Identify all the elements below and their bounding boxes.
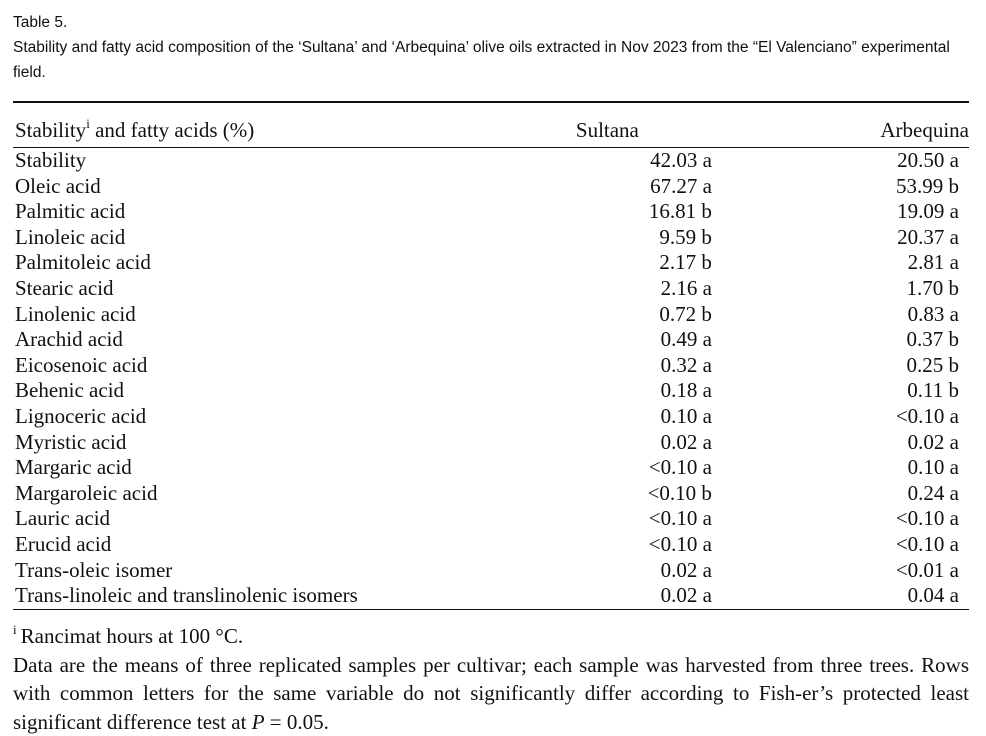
row-label: Palmitoleic acid — [13, 250, 530, 276]
table-row — [13, 327, 969, 353]
arbequina-value: 20.50 a — [776, 148, 969, 174]
table-row — [13, 506, 969, 532]
arbequina-value: 0.02 a — [776, 430, 969, 456]
sultana-value: <0.10 a — [649, 455, 712, 481]
sultana-value: 0.32 a — [661, 353, 712, 379]
arbequina-value: 0.83 a — [776, 302, 969, 328]
sultana-cell — [530, 302, 776, 328]
arbequina-value: <0.10 a — [776, 532, 969, 558]
sultana-cell — [530, 276, 776, 302]
table-row — [13, 378, 969, 404]
sultana-cell — [530, 148, 776, 174]
sultana-cell — [530, 225, 776, 251]
row-label: Linoleic acid — [13, 225, 530, 251]
header-stability-fatty-acids: Stability$^i$ and fatty acids (%) — [13, 103, 530, 147]
table-row — [13, 276, 969, 302]
arbequina-value: 53.99 b — [776, 174, 969, 200]
sultana-value: 9.59 b — [659, 225, 712, 251]
table-caption — [13, 10, 975, 85]
sultana-value: 0.02 a — [661, 558, 712, 584]
sultana-value: 16.81 b — [649, 199, 712, 225]
row-label: Eicosenoic acid — [13, 353, 530, 379]
table-row — [13, 430, 969, 456]
table-row — [13, 481, 969, 507]
sultana-value: 2.16 a — [661, 276, 712, 302]
header-sultana: Sultana — [530, 103, 776, 147]
row-label: Arachid acid — [13, 327, 530, 353]
arbequina-value: <0.01 a — [776, 558, 969, 584]
arbequina-value: 20.37 a — [776, 225, 969, 251]
row-label: Lauric acid — [13, 506, 530, 532]
sultana-cell — [530, 250, 776, 276]
sultana-cell — [530, 404, 776, 430]
table-body — [13, 147, 969, 609]
arbequina-value: 0.37 b — [776, 327, 969, 353]
table-row — [13, 532, 969, 558]
row-label: Oleic acid — [13, 174, 530, 200]
table-row — [13, 302, 969, 328]
sultana-value: 0.02 a — [661, 430, 712, 456]
p-symbol: P — [252, 710, 265, 734]
arbequina-value: 0.11 b — [776, 378, 969, 404]
sultana-cell — [530, 353, 776, 379]
sultana-value: 42.03 a — [650, 148, 712, 174]
footnote-data-note: Data are the means of three replicated samples per cultivar; each sample was harvested from three trees. Rows with common letters for the same variable do not significantly differ according to Fish-er’s protected least significant difference test at P = 0.05. — [13, 651, 969, 736]
sultana-cell — [530, 430, 776, 456]
sultana-cell — [530, 558, 776, 584]
row-label: Trans-oleic isomer — [13, 558, 530, 584]
table-row — [13, 353, 969, 379]
table-title: Stability and fatty acid composition of the ‘Sultana’ and ‘Arbequina’ olive oils extracted in Nov 2023 from the “El Valenciano” experimental field. — [13, 35, 975, 85]
sultana-cell — [530, 327, 776, 353]
sultana-cell — [530, 506, 776, 532]
sultana-value: 0.72 b — [659, 302, 712, 328]
arbequina-value: <0.10 a — [776, 506, 969, 532]
sultana-cell — [530, 174, 776, 200]
row-label: Lignoceric acid — [13, 404, 530, 430]
arbequina-value: 0.04 a — [776, 583, 969, 609]
header-arbequina: Arbequina — [776, 103, 969, 147]
sultana-cell — [530, 199, 776, 225]
sultana-value: 2.17 b — [659, 250, 712, 276]
row-label: Erucid acid — [13, 532, 530, 558]
fatty-acid-table-container — [13, 101, 969, 610]
sultana-value: <0.10 b — [648, 481, 712, 507]
row-label: Trans-linoleic and translinolenic isomers — [13, 583, 530, 609]
arbequina-value: 0.24 a — [776, 481, 969, 507]
arbequina-value: 0.25 b — [776, 353, 969, 379]
fatty-acid-table — [13, 103, 969, 609]
table-row — [13, 558, 969, 584]
table-row — [13, 148, 969, 174]
table-row — [13, 225, 969, 251]
sultana-cell — [530, 583, 776, 609]
row-label: Stability — [13, 148, 530, 174]
row-label: Palmitic acid — [13, 199, 530, 225]
table-label: Table 5. — [13, 10, 975, 35]
row-label: Margaroleic acid — [13, 481, 530, 507]
row-label: Behenic acid — [13, 378, 530, 404]
sultana-value: <0.10 a — [649, 506, 712, 532]
bottom-rule — [13, 609, 969, 610]
arbequina-value: 0.10 a — [776, 455, 969, 481]
sultana-value: 0.10 a — [661, 404, 712, 430]
table-row — [13, 199, 969, 225]
sultana-value: 67.27 a — [650, 174, 712, 200]
sultana-cell — [530, 455, 776, 481]
table-row — [13, 455, 969, 481]
table-row — [13, 174, 969, 200]
table-row — [13, 250, 969, 276]
arbequina-value: <0.10 a — [776, 404, 969, 430]
footnote-rancimat: $^i$ Rancimat hours at 100 °C. — [13, 616, 969, 651]
table-row — [13, 404, 969, 430]
arbequina-value: 2.81 a — [776, 250, 969, 276]
arbequina-value: 1.70 b — [776, 276, 969, 302]
sultana-value: 0.18 a — [661, 378, 712, 404]
header-superscript: i — [86, 116, 90, 131]
table-row — [13, 583, 969, 609]
footnote-superscript: i — [13, 622, 17, 637]
sultana-cell — [530, 378, 776, 404]
row-label: Linolenic acid — [13, 302, 530, 328]
arbequina-value: 19.09 a — [776, 199, 969, 225]
row-label: Stearic acid — [13, 276, 530, 302]
table-footnotes — [13, 616, 969, 736]
sultana-value: 0.02 a — [661, 583, 712, 609]
sultana-cell — [530, 481, 776, 507]
sultana-value: <0.10 a — [649, 532, 712, 558]
sultana-cell — [530, 532, 776, 558]
row-label: Margaric acid — [13, 455, 530, 481]
table-header-row — [13, 103, 969, 147]
row-label: Myristic acid — [13, 430, 530, 456]
sultana-value: 0.49 a — [661, 327, 712, 353]
